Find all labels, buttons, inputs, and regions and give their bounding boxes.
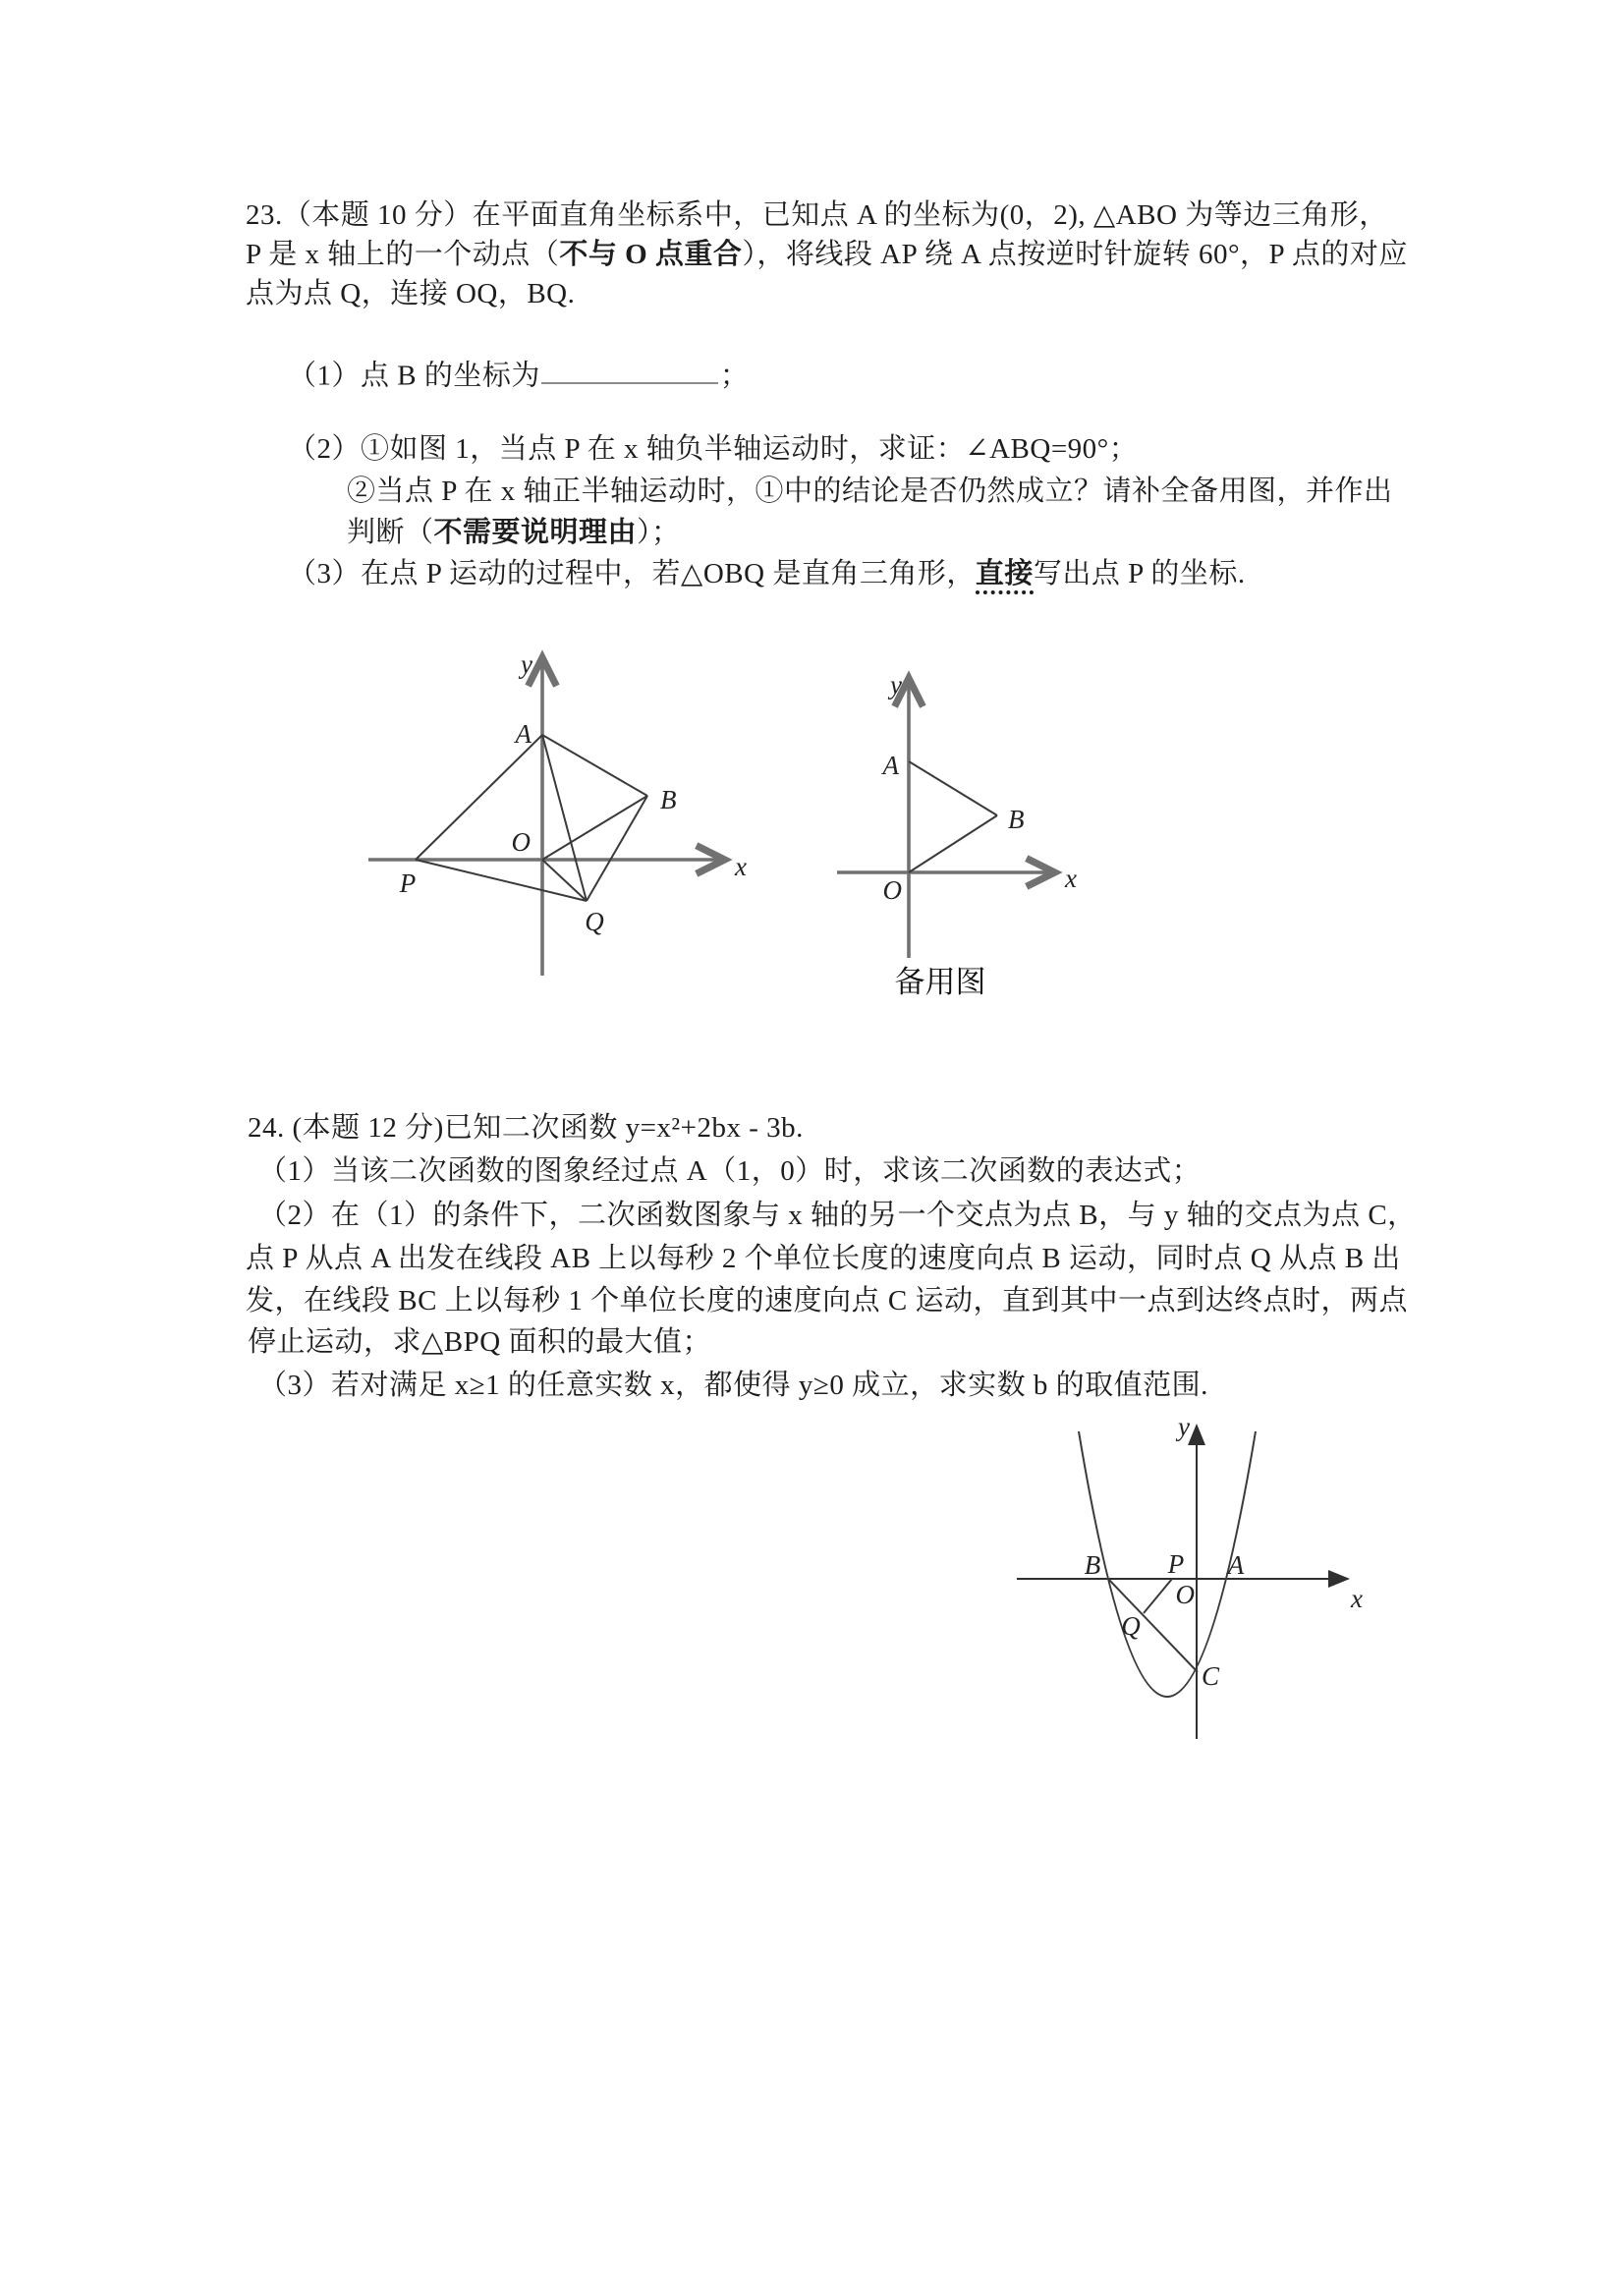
fig2-caption: 备用图 [894, 965, 986, 999]
p23-item2-line3-post: ）； [637, 517, 681, 548]
fig2-x-axis-label: x [1065, 864, 1077, 893]
fig2-point-B-label: B [1008, 805, 1025, 834]
fig2-segment-AB [909, 761, 997, 815]
p24-item1: （1）当该二次函数的图象经过点 A（1，0）时，求该二次函数的表达式； [258, 1155, 1202, 1187]
p23-line2-pre: P 是 x 轴上的一个动点（ [246, 239, 560, 270]
fig3-point-Q-label: Q [1121, 1611, 1141, 1641]
figure1-rotation-diagram [354, 644, 766, 987]
p23-line2-post: ），将线段 AP 绕 A 点按逆时针旋转 60°，P 点的对应 [742, 239, 1408, 270]
fig2-segment-OB [909, 815, 997, 872]
fig3-y-axis-label: y [1178, 1412, 1190, 1441]
fig1-segment-BQ [587, 796, 647, 901]
fig2-y-axis-label: y [890, 670, 902, 700]
p23-item1-punct: ； [719, 360, 750, 392]
fig1-geometry-lines [416, 735, 647, 901]
fig3-origin-label: O [1175, 1580, 1195, 1609]
figure2-spare-diagram [825, 648, 1100, 1012]
p23-item3-pre: （3）在点 P 运动的过程中，若△OBQ 是直角三角形， [288, 558, 976, 589]
p23-item1-text: （1）点 B 的坐标为 [288, 360, 540, 392]
fig1-segment-PQ [416, 860, 587, 901]
p23-item3-post: 写出点 P 的坐标. [1033, 558, 1246, 589]
p24-header: 24. (本题 12 分)已知二次函数 y=x²+2bx - 3b. [248, 1112, 804, 1144]
answer-blank-line [541, 353, 718, 384]
p24-item2-line1: （2）在（1）的条件下，二次函数图象与 x 轴的另一个交点为点 B，与 y 轴的交点为点 C， [258, 1200, 1417, 1231]
fig3-point-C-label: C [1202, 1661, 1220, 1691]
figure3-parabola-diagram [1002, 1410, 1395, 1754]
p23-item2-line2: ②当点 P 在 x 轴正半轴运动时，①中的结论是否仍然成立？请补全备用图，并作出 [347, 476, 1393, 507]
p23-item1 [288, 353, 749, 393]
fig3-point-P-label: P [1167, 1549, 1185, 1579]
p23-item3 [288, 556, 1246, 591]
p23-item3-emphasized: 直接 [976, 558, 1034, 594]
fig1-segment-AB [542, 735, 647, 796]
p23-line3: 点为点 Q，连接 OQ，BQ. [246, 278, 576, 309]
p23-line2-bold: 不与 O 点重合 [559, 239, 743, 270]
fig1-point-P-label: P [399, 868, 417, 898]
fig1-x-axis-label: x [735, 852, 747, 881]
fig2-origin-label: O [882, 875, 902, 905]
fig3-segment-PQ [1144, 1579, 1172, 1613]
p24-item2-line2: 点 P 从点 A 出发在线段 AB 上以每秒 2 个单位长度的速度向点 B 运动，同时点 Q 从点 B 出 [246, 1243, 1401, 1274]
fig3-point-B-label: B [1084, 1550, 1101, 1580]
p24-item2-line4: 停止运动，求△BPQ 面积的最大值； [248, 1326, 711, 1358]
fig1-segment-OB [542, 796, 647, 860]
p24-item2-line3: 发，在线段 BC 上以每秒 1 个单位长度的速度向点 C 运动，直到其中一点到达终点时，两点 [246, 1285, 1409, 1316]
p23-line1: 23.（本题 10 分）在平面直角坐标系中，已知点 A 的坐标为(0，2), △ABO 为等边三角形， [246, 199, 1388, 231]
fig2-point-A-label: A [882, 751, 899, 780]
fig1-y-axis-label: y [521, 649, 532, 679]
p23-item2-line3-bold: 不需要说明理由 [433, 517, 638, 548]
fig1-point-B-label: B [660, 785, 677, 814]
fig3-x-axis-label: x [1351, 1584, 1363, 1613]
fig3-point-A-label: A [1227, 1550, 1245, 1580]
fig1-point-A-label: A [515, 719, 532, 749]
p23-line2 [246, 237, 1408, 272]
fig1-origin-label: O [511, 827, 531, 857]
p24-item3: （3）若对满足 x≥1 的任意实数 x，都使得 y≥0 成立，求实数 b 的取值范围. [258, 1370, 1208, 1401]
fig1-point-Q-label: Q [585, 907, 604, 936]
p23-item2-line3 [347, 515, 681, 550]
p23-item2-line3-pre: 判断（ [347, 517, 434, 548]
fig2-geometry-lines [909, 761, 997, 872]
p23-item2-line1: （2）①如图 1，当点 P 在 x 轴负半轴运动时，求证：∠ABQ=90°； [288, 433, 1139, 465]
fig1-segment-AQ [542, 735, 587, 901]
